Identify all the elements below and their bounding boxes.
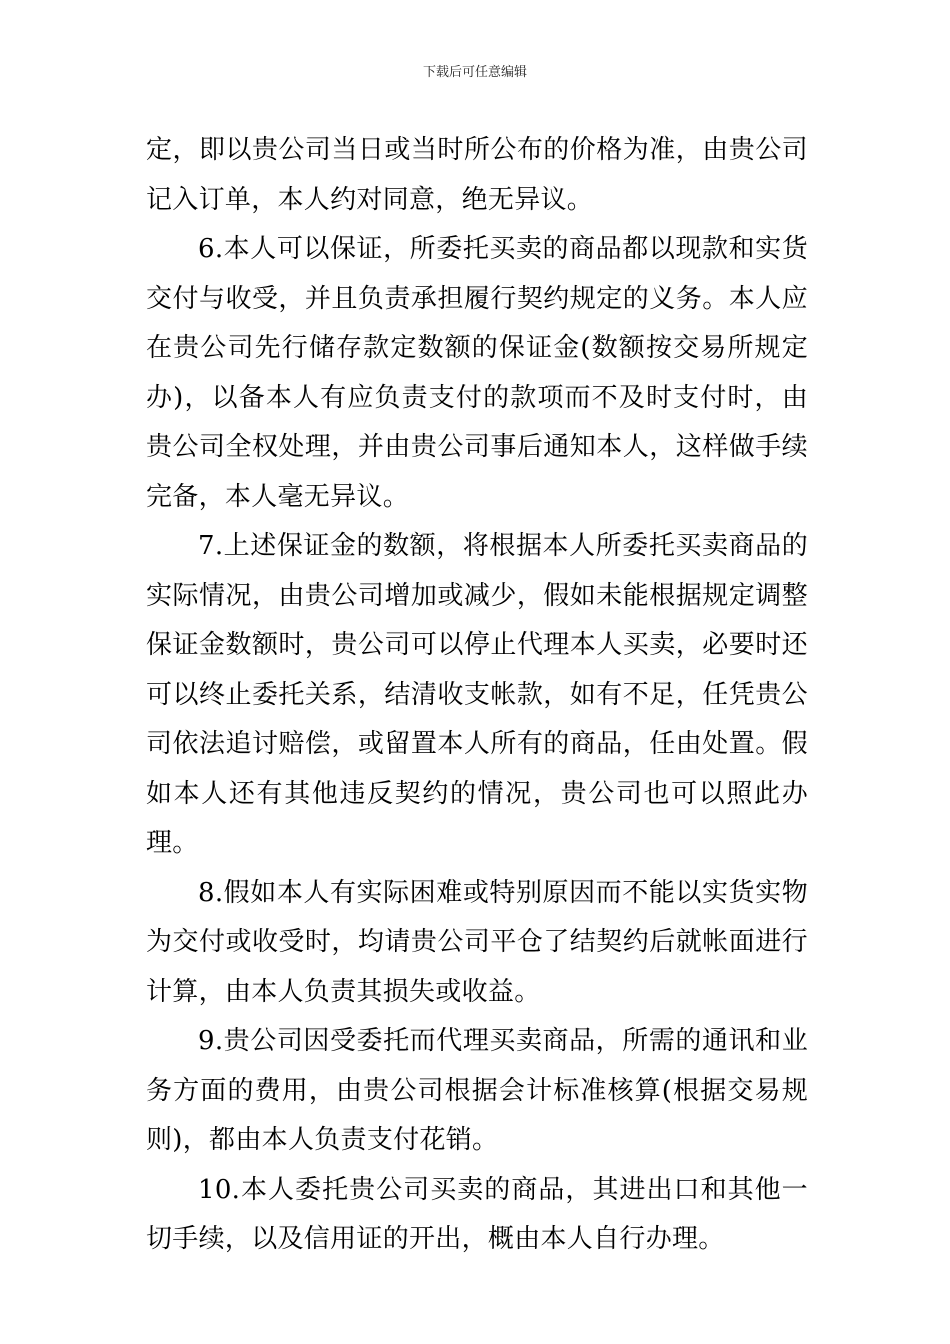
page-header: 下载后可任意编辑: [422, 65, 527, 80]
paragraph-clause-7: 7.上述保证金的数额，将根据本人所委托买卖商品的实际情况，由贵公司增加或减少，假如未能根据规定调整保证金数额时，贵公司可以停止代理本人买卖，必要时还可以终止委托关系，结清收支帐款，如有不足，任凭贵公司依法追讨赔偿，或留置本人所有的商品，任由处置。假如本人还有其他违反契约的情况，贵公司也可以照此办理。: [146, 531, 808, 858]
document-body: [146, 126, 808, 1265]
paragraph-clause-8: 8.假如本人有实际困难或特别原因而不能以实货实物为交付或收受时，均请贵公司平仓了结契约后就帐面进行计算，由本人负责其损失或收益。: [146, 877, 808, 1007]
paragraph-continued: 定，即以贵公司当日或当时所公布的价格为准，由贵公司记入订单，本人约对同意，绝无异议。: [146, 135, 808, 215]
paragraph-clause-9: 9.贵公司因受委托而代理买卖商品，所需的通讯和业务方面的费用，由贵公司根据会计标准核算(根据交易规则)，都由本人负责支付花销。: [146, 1026, 808, 1155]
paragraph-clause-6: 6.本人可以保证，所委托买卖的商品都以现款和实货交付与收受，并且负责承担履行契约规定的义务。本人应在贵公司先行储存款定数额的保证金(数额按交易所规定办)，以备本人有应负责支付的款项而不及时支付时，由贵公司全权处理，并由贵公司事后通知本人，这样做手续完备，本人毫无异议。: [146, 234, 808, 512]
paragraph-clause-10: 10.本人委托贵公司买卖的商品，其进出口和其他一切手续，以及信用证的开出，概由本人自行办理。: [146, 1174, 808, 1254]
